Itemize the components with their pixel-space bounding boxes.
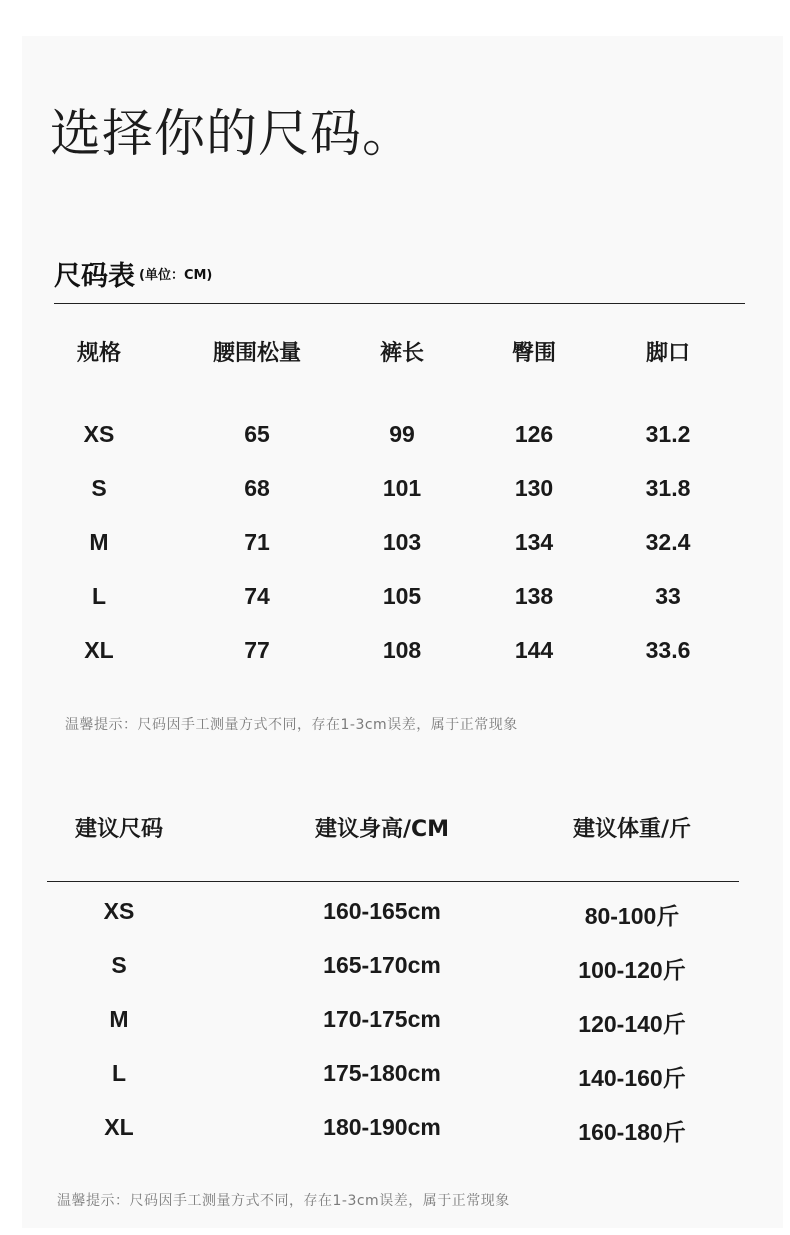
size-table-header: 裤长: [379, 341, 425, 366]
size-table-cell: 31.8: [645, 475, 691, 501]
size-table-cell: 105: [382, 583, 422, 609]
size-table-size-label: XL: [84, 637, 114, 663]
size-table-cell: 101: [382, 475, 422, 501]
size-table-header: 规格: [76, 341, 122, 366]
recommend-table-size-label: XS: [103, 898, 135, 924]
size-table-cell: 32.4: [645, 529, 691, 555]
recommend-table-cell: 140-160斤: [578, 1065, 686, 1091]
size-table-top-divider: [54, 303, 745, 304]
size-table-cell: 33.6: [645, 637, 691, 663]
size-table-cell: 103: [382, 529, 422, 555]
recommend-table-header: 建议体重/斤: [572, 817, 692, 842]
content-panel: [22, 36, 783, 1228]
size-table-cell: 77: [244, 637, 270, 663]
size-table-cell: 74: [244, 583, 270, 609]
size-table-size-label: M: [89, 529, 109, 555]
size-table-cell: 65: [244, 421, 270, 447]
recommend-table-cell: 160-165cm: [323, 898, 441, 924]
recommend-table-size-label: L: [111, 1060, 127, 1086]
size-table-cell: 134: [514, 529, 554, 555]
recommend-table-size-label: M: [109, 1006, 129, 1032]
recommend-table-size-label: XL: [104, 1114, 134, 1140]
size-table-header: 腰围松量: [212, 341, 302, 366]
recommend-table-cell: 165-170cm: [323, 952, 441, 978]
recommend-table-cell: 175-180cm: [323, 1060, 441, 1086]
size-table-cell: 71: [244, 529, 270, 555]
recommend-table-cell: 170-175cm: [323, 1006, 441, 1032]
size-table-size-label: XS: [83, 421, 115, 447]
recommend-table-divider: [47, 881, 739, 882]
page-headline: 选择你的尺码。: [50, 105, 415, 164]
recommend-table-cell: 160-180斤: [578, 1119, 686, 1145]
size-table-title: [54, 254, 212, 293]
recommend-table-cell: 120-140斤: [578, 1011, 686, 1037]
size-table-cell: 108: [382, 637, 422, 663]
size-table-cell: 33: [655, 583, 681, 609]
recommend-table-header: 建议尺码: [74, 817, 164, 842]
recommend-table-cell: 100-120斤: [578, 957, 686, 983]
size-table-cell: 126: [514, 421, 554, 447]
size-table-size-label: S: [91, 475, 107, 501]
size-table-cell: 130: [514, 475, 554, 501]
recommend-table-header: 建议身高/CM: [314, 817, 450, 842]
size-table-cell: 31.2: [645, 421, 691, 447]
size-table-header: 臀围: [511, 341, 557, 366]
size-table-cell: 144: [514, 637, 554, 663]
recommend-table-size-label: S: [111, 952, 127, 978]
recommend-table-note: 温馨提示：尺码因手工测量方式不同，存在1-3cm误差，属于正常现象: [57, 1193, 510, 1209]
size-table-header: 脚口: [645, 341, 691, 366]
size-table-cell: 68: [244, 475, 270, 501]
size-table-title-text: 尺码表: [54, 261, 135, 292]
size-table-cell: 99: [389, 421, 415, 447]
size-table-cell: 138: [514, 583, 554, 609]
size-table-unit: (单位：CM): [139, 268, 213, 283]
size-table-note: 温馨提示：尺码因手工测量方式不同，存在1-3cm误差，属于正常现象: [65, 717, 518, 733]
recommend-table-cell: 80-100斤: [584, 903, 680, 929]
size-table-size-label: L: [91, 583, 107, 609]
recommend-table-cell: 180-190cm: [323, 1114, 441, 1140]
